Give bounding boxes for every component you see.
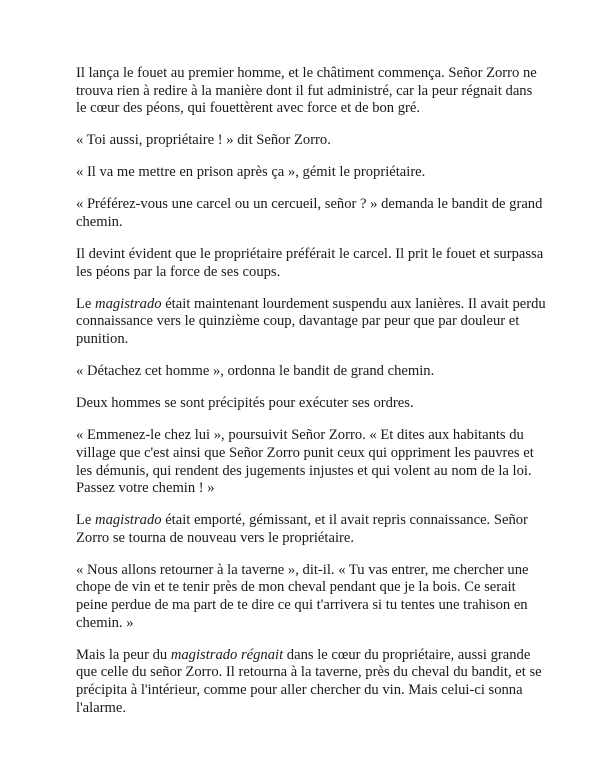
italic-term: magistrado régnait <box>170 646 284 663</box>
paragraph: Le magistrado était emporté, gémissant, et il avait repris connaissance. Señor Zorro se tourna de nouveau vers le propriétaire. <box>76 512 528 546</box>
paragraph: Le magistrado était maintenant lourdement suspendu aux lanières. Il avait perdu connaissance vers le quinzième coup, davantage par peur que par douleur et punition. <box>76 295 546 348</box>
paragraph: « Préférez-vous une carcel ou un cercueil, señor ? » demanda le bandit de grand chemin. <box>76 196 543 231</box>
italic-term: magistrado <box>95 512 162 529</box>
document-body <box>76 65 546 732</box>
italic-term: magistrado <box>95 295 162 312</box>
paragraph: « Emmenez-le chez lui », poursuivit Señor Zorro. « Et dites aux habitants du village que c'est ainsi que Señor Zorro punit ceux qui oppriment les pauvres et les démunis, qui rendent des jugements injustes et qui volent au nom de la loi. Passez votre chemin ! » <box>76 427 534 497</box>
paragraph: « Toi aussi, propriétaire ! » dit Señor Zorro. <box>76 132 331 149</box>
paragraph: Mais la peur du magistrado régnait dans le cœur du propriétaire, aussi grande que celle du señor Zorro. Il retourna à la taverne, près du cheval du bandit, et se précipita à l'intérieur, comme pour aller chercher du vin. Mais celui-ci sonna l'alarme. <box>76 646 542 716</box>
paragraph: « Il va me mettre en prison après ça », gémit le propriétaire. <box>76 164 426 181</box>
paragraph: Deux hommes se sont précipités pour exécuter ses ordres. <box>76 395 414 412</box>
paragraph: « Nous allons retourner à la taverne », dit-il. « Tu vas entrer, me chercher une chope de vin et te tenir près de mon cheval pendant que je la bois. Ce serait peine perdue de ma part de te dire ce qui t'arrivera si tu tentes une trahison en chemin. » <box>76 561 529 631</box>
paragraph: Il devint évident que le propriétaire préférait le carcel. Il prit le fouet et surpassa les péons par la force de ses coups. <box>76 246 544 280</box>
paragraph: Il lança le fouet au premier homme, et le châtiment commença. Señor Zorro ne trouva rien à redire à la manière dont il fut administré, car la peur régnait dans le cœur des péons, qui fouettèrent avec force et de bon gré. <box>76 65 537 117</box>
paragraph: « Détachez cet homme », ordonna le bandit de grand chemin. <box>76 363 435 380</box>
